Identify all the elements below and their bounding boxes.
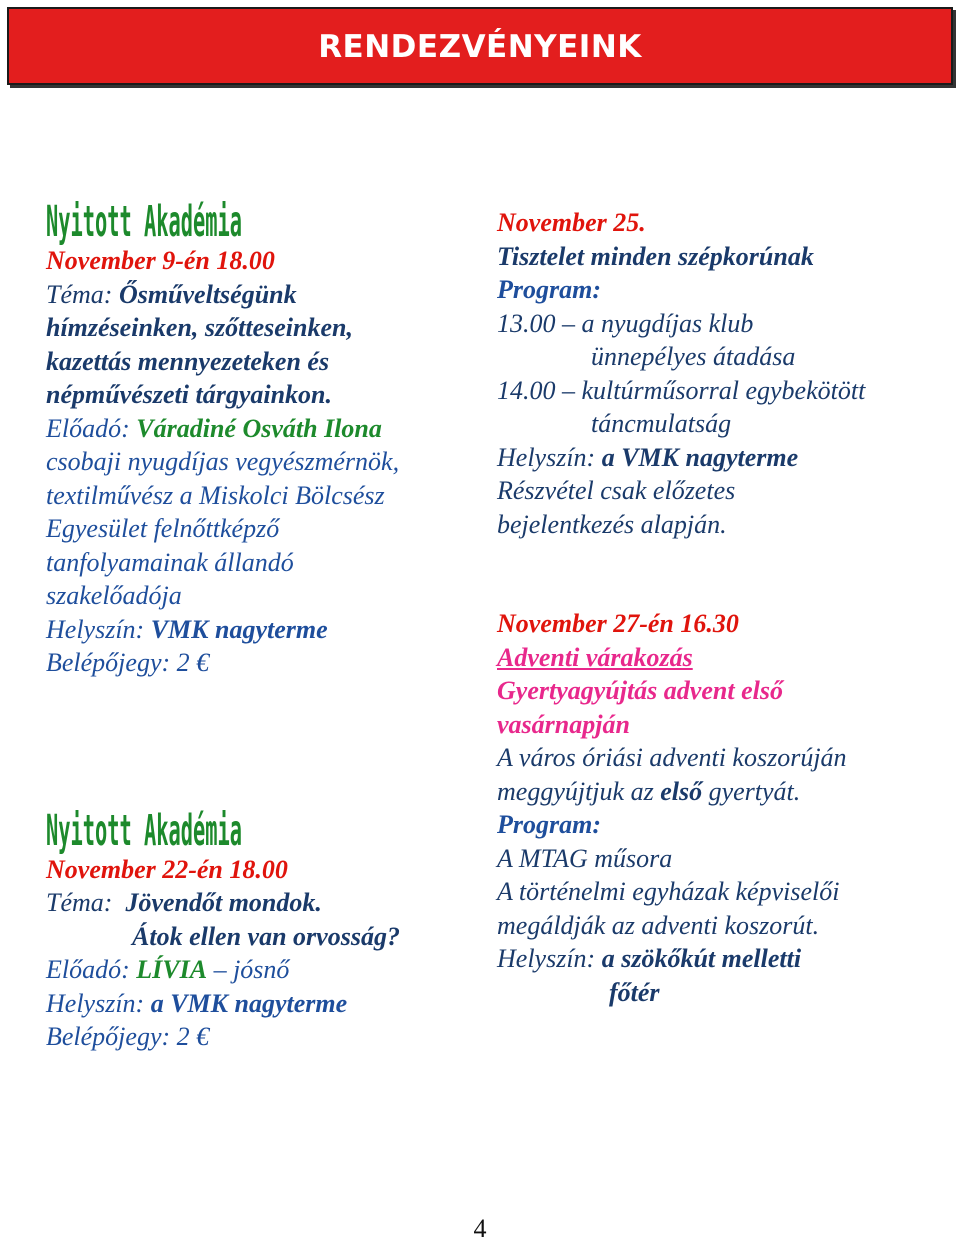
- event2-topic-label: Téma:: [46, 888, 113, 917]
- event1-bio-line5: szakelőadója: [46, 581, 182, 610]
- logo-graphic: [46, 196, 246, 248]
- event3-title: Tisztelet minden szépkorúnak: [497, 241, 814, 271]
- event2-presenter-role: – jósnő: [213, 955, 290, 984]
- event4-venue-line2: főtér: [609, 977, 660, 1007]
- event1-presenter-label: Előadó:: [46, 413, 130, 443]
- nyitott-akademia-logo: [46, 196, 466, 248]
- event4-subtitle-line1: Gyertyagyújtás advent első: [497, 676, 783, 705]
- event2-presenter-name: LÍVIA: [136, 955, 208, 984]
- logo-graphic-2: [46, 805, 246, 856]
- event3-date: November 25.: [497, 208, 646, 237]
- event4-venue-line1: a szökőkút melletti: [601, 944, 802, 973]
- event3-item1-cont: ünnepélyes átadása: [591, 342, 796, 371]
- right-column: [497, 206, 947, 1009]
- page-number: 4: [473, 1214, 487, 1243]
- event3-note-line1: Részvétel csak előzetes: [497, 476, 736, 505]
- event4-desc-line2-c: gyertyát.: [702, 776, 801, 806]
- logo-text: Nyitott Akadémia: [46, 197, 243, 248]
- event1-topic: [46, 278, 466, 312]
- event2-presenter-label: Előadó:: [46, 955, 130, 984]
- event2-venue-label: Helyszín:: [46, 988, 145, 1018]
- spacer: [497, 541, 947, 607]
- event4-desc-line2-b: első: [660, 776, 703, 806]
- event4-program-line2: A történelmi egyházak képviselői: [497, 877, 840, 906]
- logo-text-2: Nyitott Akadémia: [46, 805, 243, 856]
- event4-title: Adventi várakozás: [497, 642, 693, 672]
- event1-bio-line2: textilművész a Miskolci Bölcsész: [46, 480, 385, 510]
- event3-note-line2: bejelentkezés alapján.: [497, 509, 727, 539]
- event1-presenter-name: Váradiné Osváth Ilona: [136, 413, 382, 443]
- event2-venue-name: a VMK nagyterme: [150, 988, 348, 1018]
- title-banner: [7, 7, 953, 85]
- event1-bio-line3: Egyesület felnőttképző: [46, 514, 280, 543]
- event4-venue-label: Helyszín:: [497, 944, 596, 973]
- event1-venue-label: Helyszín:: [46, 614, 145, 644]
- event1-topic-line4: népművészeti tárgyainkon.: [46, 380, 333, 409]
- event4-desc-line2: [497, 775, 947, 809]
- event1-topic-line3: kazettás mennyezeteken és: [46, 346, 330, 376]
- event4-desc-line2-a: meggyújtjuk az: [497, 776, 661, 806]
- event2-topic-line2: Átok ellen van orvosság?: [132, 921, 400, 951]
- event3-venue-name: a VMK nagyterme: [601, 442, 799, 472]
- event2-topic: [46, 886, 466, 920]
- event3-venue-label: Helyszín:: [497, 442, 596, 472]
- event2-topic-line1: Jövendőt mondok.: [125, 888, 322, 917]
- event1-topic-label: Téma:: [46, 279, 113, 309]
- event3-item1: 13.00 – a nyugdíjas klub: [497, 308, 754, 338]
- left-column: [46, 196, 466, 1054]
- event3-venue: [497, 441, 947, 475]
- event1-ticket: Belépőjegy: 2 €: [46, 648, 210, 677]
- event4-program-line3: megáldják az adventi koszorút.: [497, 910, 820, 940]
- event4-date: November 27-én 16.30: [497, 609, 739, 638]
- event1-venue-name: VMK nagyterme: [150, 614, 328, 644]
- event1-bio-line1: csobaji nyugdíjas vegyészmérnök,: [46, 447, 400, 476]
- event4-program-label: Program:: [497, 810, 601, 839]
- event1-bio-line4: tanfolyamainak állandó: [46, 547, 294, 577]
- event1-venue: [46, 613, 466, 647]
- event4-venue: [497, 942, 947, 976]
- event4-desc-line1: A város óriási adventi koszorúján: [497, 743, 847, 772]
- event3-item2: 14.00 – kultúrműsorral egybekötött: [497, 375, 866, 405]
- event3-program-label: Program:: [497, 275, 601, 304]
- spacer: [46, 680, 466, 805]
- page-title: RENDEZVÉNYEINK: [318, 29, 642, 65]
- event3-item2-cont: táncmulatság: [591, 409, 732, 438]
- event2-ticket: Belépőjegy: 2 €: [46, 1022, 210, 1051]
- nyitott-akademia-logo-2: [46, 805, 466, 856]
- event2-date: November 22-én 18.00: [46, 854, 288, 884]
- event4-program-line1: A MTAG műsora: [497, 843, 673, 873]
- event1-presenter: [46, 412, 466, 446]
- event1-date: November 9-én 18.00: [46, 246, 275, 275]
- event4-subtitle-line2: vasárnapján: [497, 709, 630, 739]
- event1-topic-line2: hímzéseinken, szőtteseinken,: [46, 313, 353, 342]
- event2-venue: [46, 987, 466, 1021]
- event1-topic-line1: Ősműveltségünk: [118, 279, 297, 309]
- event2-presenter: [46, 953, 466, 987]
